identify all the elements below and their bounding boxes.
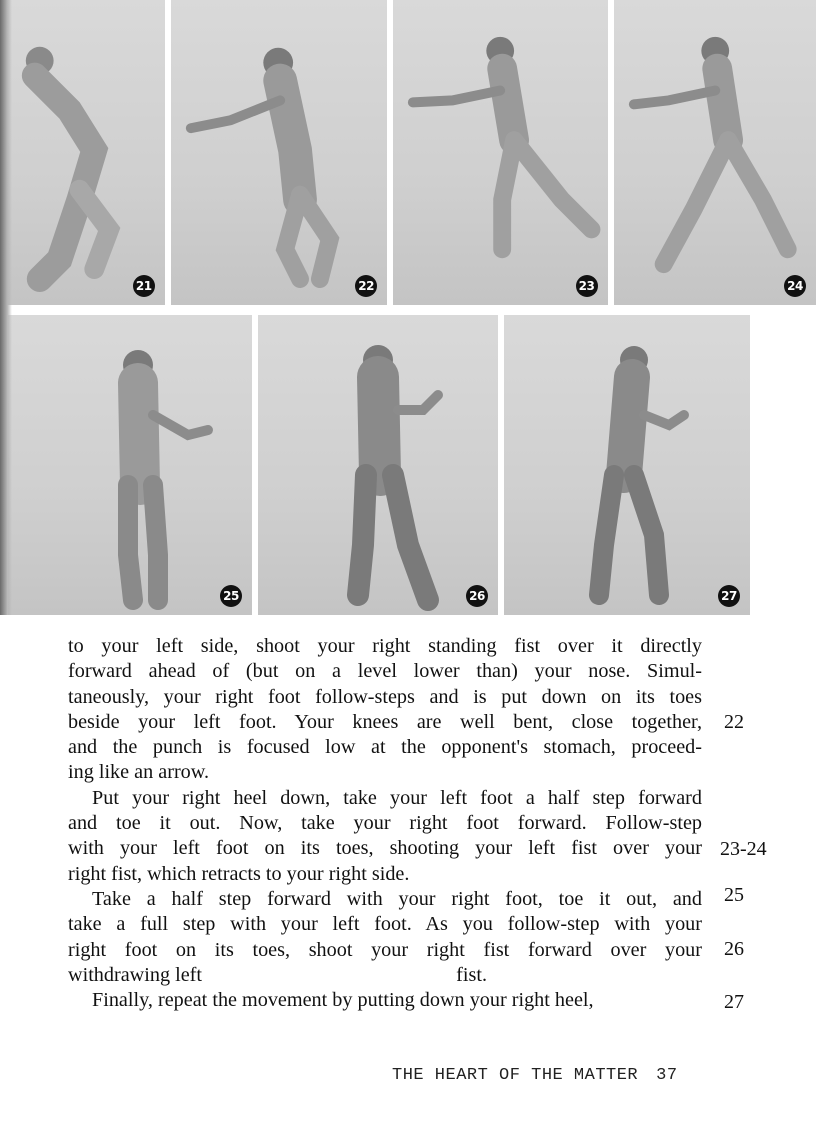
margin-figure-ref: 25 [724,884,744,906]
figure-illustration [258,315,498,615]
text-line: Take a half step forward with your right foot, toe it out, and [92,887,702,910]
photo-23 [393,0,607,305]
text-line: with your left foot on its toes, shooting your left fist over your [68,837,702,860]
text-line: ing like an arrow. [68,761,210,784]
running-footer [392,1066,678,1085]
text-line: and toe it out. Now, take your right foot forward. Follow-step [68,812,702,835]
figure-illustration [614,0,816,305]
text-line: Finally, repeat the movement by putting down your right heel, [92,989,594,1012]
figure-number-badge: 23 [576,275,598,297]
figure-illustration [504,315,750,615]
figure-number-badge: 22 [355,275,377,297]
figure-number-badge: 21 [133,275,155,297]
text-line: right fist, which retracts to your right side. [68,862,410,885]
text-line: to your left side, shoot your right standing fist over it directly [68,635,702,657]
figure-illustration [393,0,607,305]
photo-24 [614,0,816,305]
body-text [68,634,702,1013]
text-line: right foot on its toes, shoot your right fist forward over your [68,938,702,961]
photo-row-bottom [8,315,756,615]
text-fragment: withdrawing left [68,963,202,986]
figure-number-badge: 26 [466,585,488,607]
figure-number-badge: 24 [784,275,806,297]
figure-number-badge: 27 [718,585,740,607]
margin-figure-ref: 27 [724,991,744,1013]
text-line: Put your right heel down, take your left foot a half step forward [92,786,702,809]
text-line: take a full step with your left foot. As you follow-step with your [68,913,702,936]
text-fragment: fist. [456,963,487,986]
margin-figure-ref: 23-24 [720,838,767,860]
photo-26 [258,315,498,615]
figure-illustration [171,0,387,305]
photo-21 [0,0,165,305]
photo-25 [8,315,252,615]
photo-row-top [0,0,816,305]
page-edge-shadow [0,0,12,615]
page-number: 37 [656,1066,678,1085]
figure-number-badge: 25 [220,585,242,607]
text-line: forward ahead of (but on a level lower than) your nose. Simul- [68,660,702,683]
footer-title: THE HEART OF THE MATTER [392,1066,639,1085]
text-line: and the punch is focused low at the opponent's stomach, proceed- [68,736,702,759]
text-line [68,963,702,988]
figure-illustration [0,0,165,305]
figure-illustration [8,315,252,615]
photo-22 [171,0,387,305]
text-line: taneously, your right foot follow-steps and is put down on its toes [68,685,702,708]
margin-figure-ref: 26 [724,938,744,960]
margin-figure-ref: 22 [724,711,744,733]
photo-27 [504,315,750,615]
text-line: beside your left foot. Your knees are well bent, close together, [68,710,702,733]
